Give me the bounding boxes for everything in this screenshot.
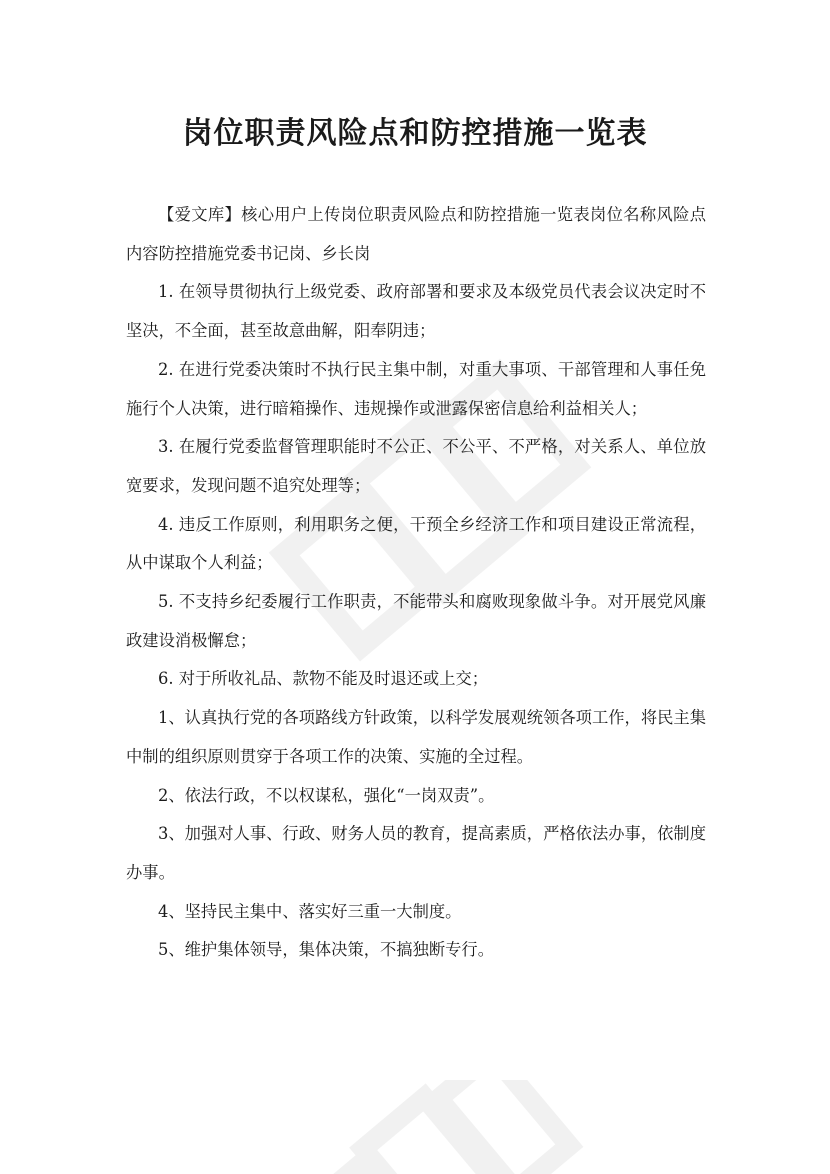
paragraph-risk-4: 4. 违反工作原则，利用职务之便，干预全乡经济工作和项目建设正常流程，从中谋取个人利益； [126, 514, 706, 573]
paragraph-measure-1: 1、认真执行党的各项路线方针政策，以科学发展观统领各项工作，将民主集中制的组织原则贯穿于各项工作的决策、实施的全过程。 [126, 708, 706, 766]
document-title: 岗位职责风险点和防控措施一览表 [182, 116, 648, 151]
paragraph-measure-4: 4、坚持民主集中、落实好三重一大制度。 [158, 901, 462, 921]
paragraph-risk-1: 1. 在领导贯彻执行上级党委、政府部署和要求及本级党员代表会议决定时不坚决，不全面，甚至故意曲解，阳奉阴违； [126, 282, 706, 341]
document-body [126, 196, 706, 970]
paragraph-measure-3: 3、加强对人事、行政、财务人员的教育，提高素质，严格依法办事，依制度办事。 [126, 824, 706, 882]
paragraph-measure-2: 2、依法行政，不以权谋私，强化“一岗双责”。 [158, 785, 495, 805]
paragraph-measure-5: 5、维护集体领导，集体决策，不搞独断专行。 [158, 940, 494, 960]
paragraph-risk-2: 2. 在进行党委决策时不执行民主集中制，对重大事项、干部管理和人事任免施行个人决策，进行暗箱操作、违规操作或泄露保密信息给利益相关人； [126, 359, 706, 418]
paragraph-risk-3: 3. 在履行党委监督管理职能时不公正、不公平、不严格，对关系人、单位放宽要求，发现问题不追究处理等； [126, 437, 706, 495]
watermark-graphic-bottom [270, 1080, 600, 1174]
paragraph-risk-6: 6. 对于所收礼品、款物不能及时退还或上交； [158, 669, 489, 689]
paragraph-risk-5: 5. 不支持乡纪委履行工作职责，不能带头和腐败现象做斗争。对开展党风廉政建设消极懈怠； [126, 592, 706, 650]
paragraph-intro: 【爱文库】核心用户上传岗位职责风险点和防控措施一览表岗位名称风险点内容防控措施党委书记岗、乡长岗 [126, 205, 706, 263]
